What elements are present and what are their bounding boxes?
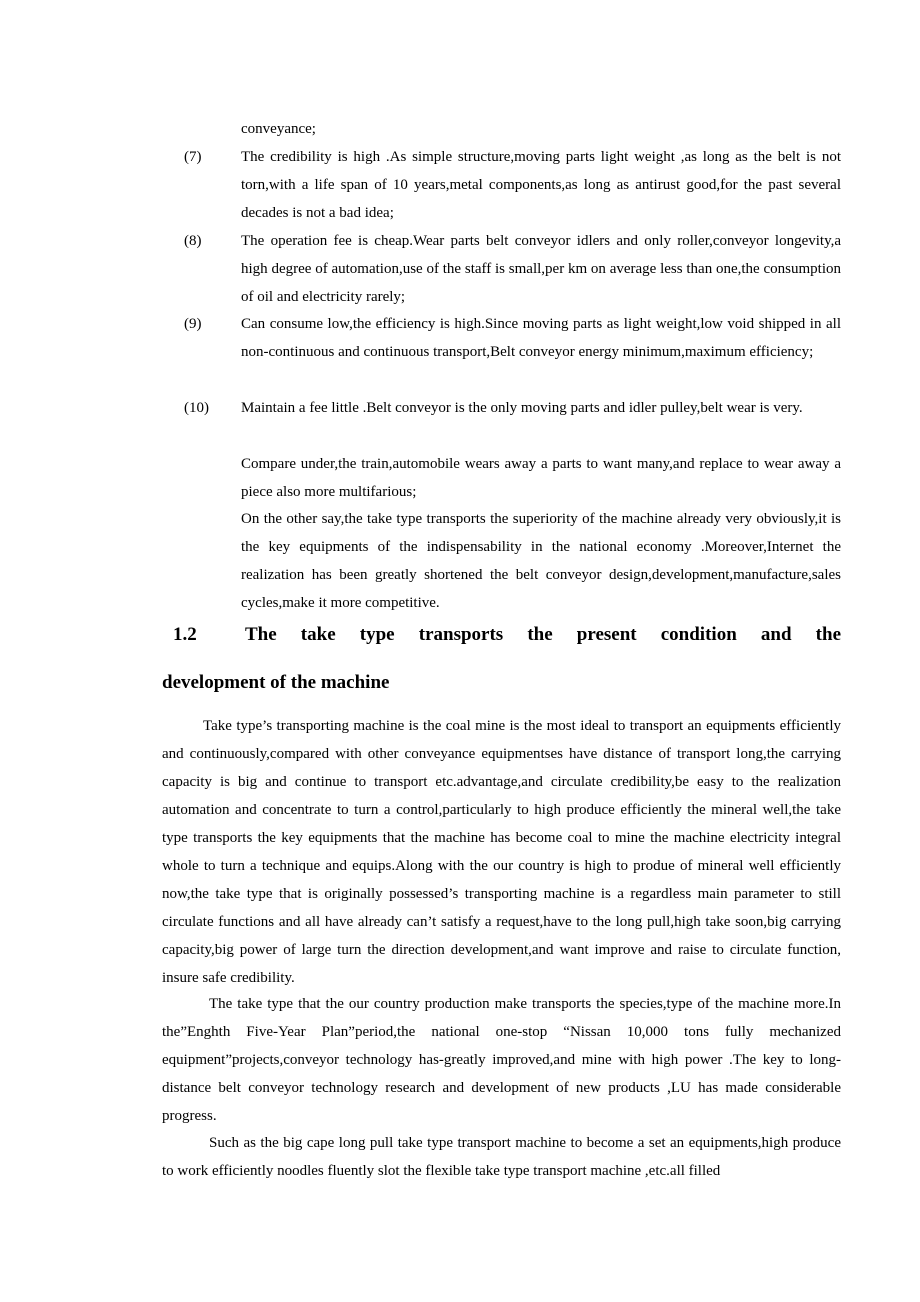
- list-item-number: (8): [184, 233, 202, 249]
- list-item-text: Maintain a fee little .Belt conveyor is the only moving parts and idler pulley,belt wear is very.: [241, 400, 803, 416]
- list-item-number: (10): [184, 400, 209, 416]
- body-paragraph: The take type that the our country production make transports the species,type of the machine more.In the”Enghth Five-Year Plan”period,the national one-stop “Nissan 10,000 tons fully mechanized equipment”projects,conveyor technology has-greatly improved,and mine with high power .The key to long-distance belt conveyor technology research and development of new products ,LU has made considerable progress.: [162, 996, 841, 1124]
- list-item: [184, 143, 841, 227]
- list-item-text: The operation fee is cheap.Wear parts belt conveyor idlers and only roller,conveyor longevity,a high degree of automation,use of the staff is small,per km on average less than one,the consumption of oil and electricity rarely;: [241, 233, 841, 305]
- list-item-text: Can consume low,the efficiency is high.Since moving parts as light weight,low void shipped in all non-continuous and continuous transport,Belt conveyor energy minimum,maximum efficiency;: [241, 316, 841, 360]
- body-paragraph: Take type’s transporting machine is the coal mine is the most ideal to transport an equipments efficiently and continuously,compared with other conveyance equipmentses have distance of transport long,the carrying capacity is big and continue to transport etc.advantage,and circulate credibility,be easy to the realization automation and concentrate to turn a control,particularly to high produce efficiently the mineral well,the take type transports the key equipments that the machine has become coal to mine the machine electricity integral whole to turn a technique and equips.Along with the our country is high to produe of mineral well efficiently now,the take type that is originally possessed’s transporting machine is a regardless main parameter to still circulate functions and all have already can’t satisfy a request,have to the long pull,high take soon,big carrying capacity,big power of large turn the direction development,and want improve and raise to circulate function, insure safe credibility.: [162, 718, 841, 986]
- list-item-text: The credibility is high .As simple structure,moving parts light weight ,as long as the belt is not torn,with a life span of 10 years,metal components,as long as antirust good,for the past several decades is not a bad idea;: [241, 149, 841, 221]
- section-title-line-1: The take type transports the present condition and the: [245, 624, 841, 645]
- list-extra-paragraph: On the other say,the take type transports the superiority of the machine already very obviously,it is the key equipments of the indispensability in the national economy .Moreover,Internet the realization has been greatly shortened the belt conveyor design,development,manufacture,sales cycles,make it more competitive.: [241, 511, 841, 611]
- list-continuation-text: conveyance;: [241, 121, 316, 137]
- list-item-number: (7): [184, 149, 202, 165]
- list-item: [184, 310, 841, 366]
- list-extra-paragraph: Compare under,the train,automobile wears away a parts to want many,and replace to wear away a piece also more multifarious;: [241, 456, 841, 500]
- section-title-line-2: development of the machine: [162, 672, 390, 693]
- section-heading: [162, 611, 841, 707]
- list-item: [184, 394, 841, 422]
- body-paragraph: Such as the big cape long pull take type transport machine to become a set an equipments,high produce to work efficiently noodles fluently slot the flexible take type transport machine ,etc.all filled: [162, 1135, 841, 1179]
- section-number: 1.2: [173, 624, 197, 645]
- list-item: [184, 227, 841, 311]
- list-item-number: (9): [184, 316, 202, 332]
